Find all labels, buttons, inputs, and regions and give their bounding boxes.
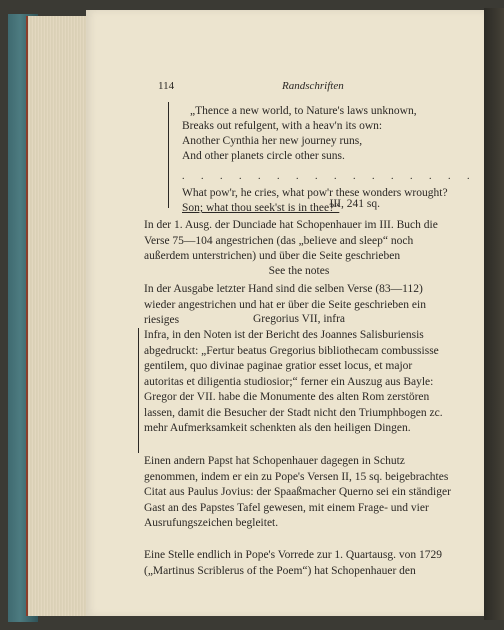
paragraph: In der Ausgabe letzter Hand sind die selben Verse (83—112) wieder angestrichen und hat er über die Seite geschrieben ein riesiges xyxy=(144,283,426,326)
handwritten-note: Gregorius VII, infra xyxy=(252,313,346,325)
handwritten-note: See the notes xyxy=(268,265,330,277)
paragraph: In der 1. Ausg. der Dunciade hat Schopenhauer im III. Buch die Verse 75—104 angestrichen (das „believe and sleep“ noch außerdem unterstrichen) und über die Seite geschrieben xyxy=(144,219,438,262)
margin-bar-poem xyxy=(168,102,169,208)
poem-line: What pow'r, he cries, what pow'r these wonders wrought? xyxy=(182,187,448,199)
poem-line: Another Cynthia her new journey runs, xyxy=(182,135,363,147)
poem-line: „Thence a new world, to Nature's laws unknown, xyxy=(190,105,417,117)
poem-line: Breaks out refulgent, with a heav'n its own: xyxy=(182,120,383,132)
page-number: 114 xyxy=(158,80,175,92)
citation: III, 241 sq. xyxy=(329,198,380,210)
poem-line: And other planets circle other suns. xyxy=(182,150,345,162)
page-header xyxy=(86,80,484,96)
right-shadow xyxy=(484,8,504,620)
poem-line-underlined: Son; what thou seek'st is in thee?“ xyxy=(182,202,340,214)
book-page xyxy=(86,10,484,616)
page-edges xyxy=(26,16,94,616)
ellipsis-dots: . . . . . . . . . . . . . . . . xyxy=(182,171,477,182)
paragraph: Infra, in den Noten ist der Bericht des Joannes Salisburiensis abgedruckt: „Fertur beatus Gregorius bibliothecam combussisse gentilem, quo divinae paginae gratior esset locus, et major autoritas et diligentia studiosior;“ ferner ein Auszug aus Bayle: Gregor der VII. habe die Monumente des alten Rom zerstören lassen, damit die Besucher der Stadt nicht den Triumphbogen zc. mehr Aufmerksamkeit schenkten als den heiligen Dingen. xyxy=(144,329,443,434)
margin-bar-infra xyxy=(138,328,139,453)
paragraph: Einen andern Papst hat Schopenhauer dagegen in Schutz genommen, indem er ein zu Pope's Versen II, 15 sq. beigebrachtes Citat aus Paulus Jovius: der Spaaßmacher Querno sei ein ständiger Gast an des Papstes Tafel gewesen, mit einem Frage- und vier Ausrufungszeichen begleitet. xyxy=(144,455,451,529)
paragraph: Eine Stelle endlich in Pope's Vorrede zur 1. Quartausg. von 1729 („Martinus Scriblerus of the Poem“) hat Schopenhauer den xyxy=(144,549,443,577)
running-head: Randschriften xyxy=(282,80,344,92)
